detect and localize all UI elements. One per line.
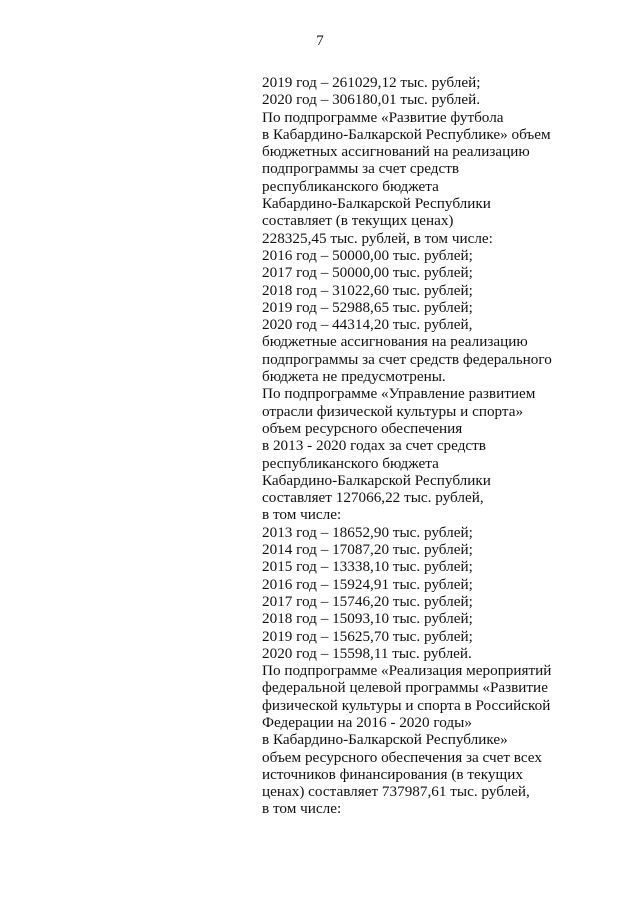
text-line: объем ресурсного обеспечения	[262, 419, 463, 437]
text-line: отрасли физической культуры и спорта»	[262, 402, 524, 420]
text-line: 2016 год – 50000,00 тыс. рублей;	[262, 246, 473, 264]
text-line: бюджетные ассигнования на реализацию	[262, 333, 528, 351]
text-line: бюджетных ассигнований на реализацию	[262, 143, 530, 161]
text-line: в том числе:	[262, 800, 342, 818]
text-line: объем ресурсного обеспечения за счет всех	[262, 748, 542, 766]
text-line: в 2013 - 2020 годах за счет средств	[262, 437, 486, 455]
text-line: Кабардино-Балкарской Республики	[262, 195, 491, 213]
text-line: 2020 год – 44314,20 тыс. рублей,	[262, 316, 473, 334]
body-text	[262, 74, 634, 818]
text-line: 2017 год – 15746,20 тыс. рублей;	[262, 592, 473, 610]
text-line: подпрограммы за счет средств федерального	[262, 350, 552, 368]
text-line: 2015 год – 13338,10 тыс. рублей;	[262, 558, 473, 576]
text-line: в Кабардино-Балкарской Республике» объем	[262, 125, 551, 143]
text-line: 2019 год – 15625,70 тыс. рублей;	[262, 627, 473, 645]
text-line: 228325,45 тыс. рублей, в том числе:	[262, 229, 493, 247]
text-line: 2018 год – 15093,10 тыс. рублей;	[262, 610, 473, 628]
text-line: подпрограммы за счет средств	[262, 160, 460, 178]
text-line: в Кабардино-Балкарской Республике»	[262, 731, 508, 749]
text-line: 2017 год – 50000,00 тыс. рублей;	[262, 264, 473, 282]
text-line: республиканского бюджета	[262, 177, 439, 195]
text-line: 2019 год – 52988,65 тыс. рублей;	[262, 298, 473, 316]
text-line: физической культуры и спорта в Российской	[262, 696, 551, 714]
text-line: По подпрограмме «Реализация мероприятий	[262, 662, 552, 680]
page-number: 7	[316, 33, 324, 49]
text-line: Кабардино-Балкарской Республики	[262, 471, 491, 489]
text-line: 2018 год – 31022,60 тыс. рублей;	[262, 281, 473, 299]
text-line: Федерации на 2016 - 2020 годы»	[262, 713, 472, 731]
text-line: бюджета не предусмотрены.	[262, 368, 446, 386]
text-line: По подпрограмме «Развитие футбола	[262, 108, 504, 126]
text-line: ценах) составляет 737987,61 тыс. рублей,	[262, 783, 530, 801]
text-line: 2019 год – 261029,12 тыс. рублей;	[262, 74, 481, 91]
text-line: составляет (в текущих ценах)	[262, 212, 454, 230]
text-line: 2016 год – 15924,91 тыс. рублей;	[262, 575, 473, 593]
text-line: источников финансирования (в текущих	[262, 765, 523, 783]
text-line: 2014 год – 17087,20 тыс. рублей;	[262, 541, 473, 559]
text-line: По подпрограмме «Управление развитием	[262, 385, 536, 403]
text-line: федеральной целевой программы «Развитие	[262, 679, 548, 697]
text-line: 2020 год – 15598,11 тыс. рублей.	[262, 644, 472, 662]
text-line: 2020 год – 306180,01 тыс. рублей.	[262, 91, 480, 109]
text-line: в том числе:	[262, 506, 342, 524]
text-line: 2013 год – 18652,90 тыс. рублей;	[262, 523, 473, 541]
text-line: республиканского бюджета	[262, 454, 439, 472]
text-line: составляет 127066,22 тыс. рублей,	[262, 489, 484, 507]
